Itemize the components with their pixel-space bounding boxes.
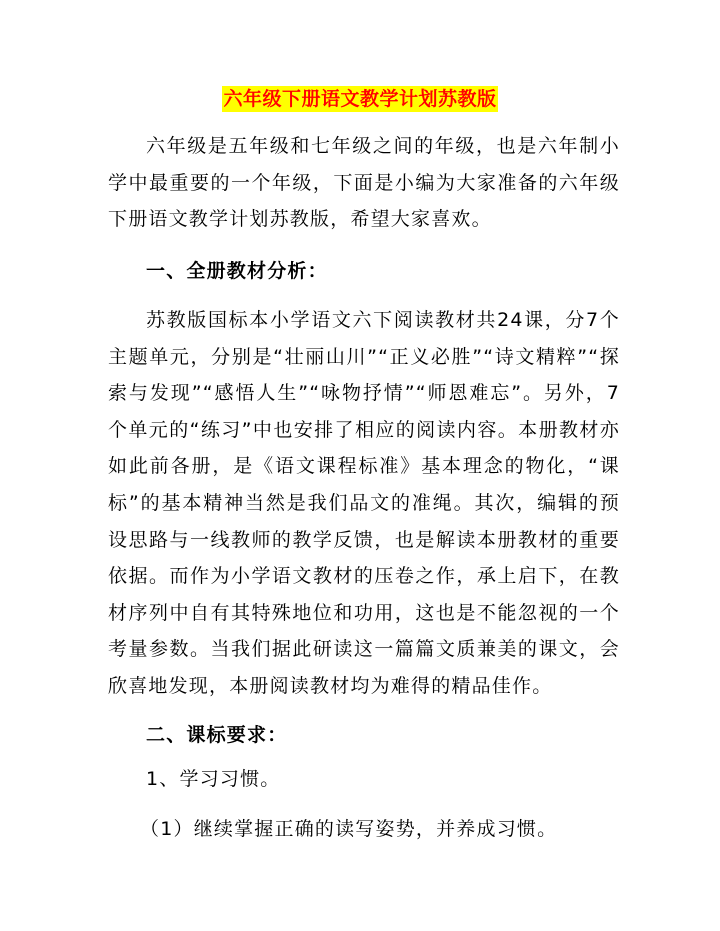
section2-heading: 二、课标要求： — [146, 724, 288, 746]
document-title: 六年级下册语文教学计划苏教版 — [223, 88, 497, 110]
section1-heading: 一、全册教材分析： — [146, 260, 328, 282]
intro-paragraph-container — [108, 128, 620, 238]
list-item-1: 1、学习习惯。 — [146, 768, 281, 790]
intro-paragraph: 六年级是五年级和七年级之间的年级，也是六年制小学中最重要的一个年级，下面是小编为大家准备的六年级下册语文教学计划苏教版，希望大家喜欢。 — [108, 135, 620, 231]
title-container — [0, 86, 720, 112]
section1-body: 苏教版国标本小学语文六下阅读教材共24课，分7个主题单元，分别是“壮丽山川”“正义必胜”“诗文精粹”“探索与发现”“感悟人生”“咏物抒情”“师恩难忘”。另外，7个单元的“练习”中也安排了相应的阅读内容。本册教材亦如此前各册，是《语文课程标准》基本理念的物化，“课标”的基本精神当然是我们品文的准绳。其次，编辑的预设思路与一线教师的教学反馈，也是解读本册教材的重要依据。而作为小学语文教材的压卷之作，承上启下，在教材序列中自有其特殊地位和功用，这也是不能忽视的一个考量参数。当我们据此研读这一篇篇文质兼美的课文，会欣喜地发现，本册阅读教材均为难得的精品佳作。 — [108, 309, 620, 697]
list-item-1-sub-1: （1）继续掌握正确的读写姿势，并养成习惯。 — [140, 818, 558, 840]
section1-body-container — [108, 302, 620, 705]
